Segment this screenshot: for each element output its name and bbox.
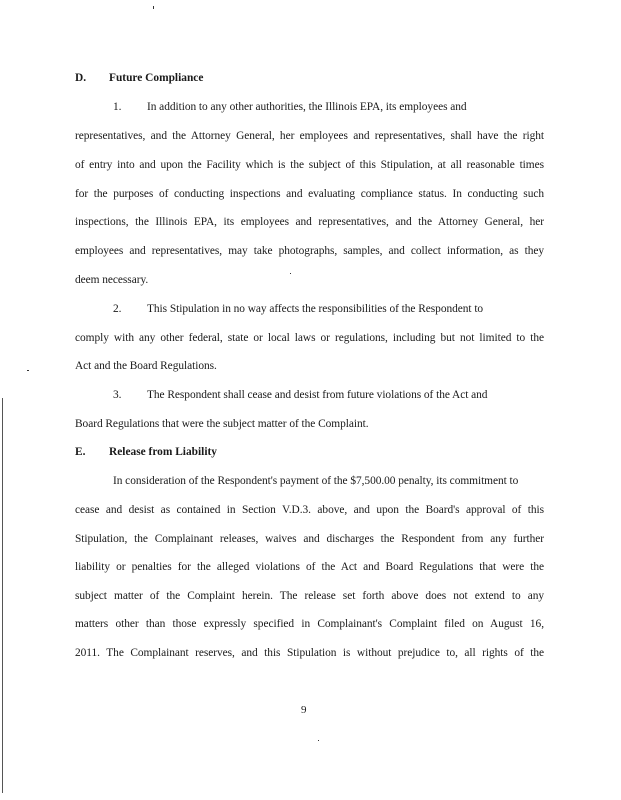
release-line: In consideration of the Respondent's payment of the $7,500.00 penalty, its commitment to [113, 475, 519, 487]
page-number: 9 [301, 704, 307, 716]
scan-edge-line [2, 398, 3, 793]
para1-line: inspections, the Illinois EPA, its employees and representatives, and the Attorney General, her [75, 216, 544, 228]
section-d-title: Future Compliance [109, 72, 204, 84]
section-e-heading [75, 446, 217, 458]
release-first-line [75, 475, 518, 487]
para1-line: representatives, and the Attorney General, her employees and representatives, shall have the right [75, 130, 544, 142]
release-line: matters other than those expressly specified in Complainant's Complaint filed on August 16, [75, 618, 544, 630]
scan-speck [27, 370, 29, 371]
section-d-heading [75, 72, 203, 84]
para2-first-line [75, 303, 483, 315]
para1-line: deem necessary. [75, 274, 149, 286]
para1-line: for the purposes of conducting inspections and evaluating compliance status. In conducting such [75, 188, 544, 200]
section-e-number: E. [75, 446, 86, 458]
para1-line: In addition to any other authorities, the Illinois EPA, its employees and [147, 101, 467, 113]
scan-speck [153, 6, 154, 9]
release-line: 2011. The Complainant reserves, and this Stipulation is without prejudice to, all rights of the [75, 647, 544, 659]
para1-number: 1. [113, 101, 122, 113]
scan-speck [318, 740, 319, 741]
release-line: liability or penalties for the alleged violations of the Act and Board Regulations that were the [75, 561, 544, 573]
para2-line: This Stipulation in no way affects the responsibilities of the Respondent to [147, 303, 484, 315]
para1-line: employees and representatives, may take photographs, samples, and collect information, as they [75, 245, 544, 257]
para3-line: Board Regulations that were the subject matter of the Complaint. [75, 418, 369, 430]
scan-speck [290, 273, 291, 274]
section-e-title: Release from Liability [109, 446, 217, 458]
para3-line: The Respondent shall cease and desist from future violations of the Act and [147, 389, 488, 401]
para2-line: comply with any other federal, state or local laws or regulations, including but not limited to the [75, 332, 544, 344]
release-line: cease and desist as contained in Section V.D.3. above, and upon the Board's approval of this [75, 504, 544, 516]
para2-line: Act and the Board Regulations. [75, 360, 217, 372]
section-d-number: D. [75, 72, 87, 84]
para3-first-line [75, 389, 487, 401]
release-line: Stipulation, the Complainant releases, waives and discharges the Respondent from any further [75, 533, 544, 545]
release-line: subject matter of the Complaint herein. The release set forth above does not extend to any [75, 590, 544, 602]
para2-number: 2. [113, 303, 122, 315]
para1-line: of entry into and upon the Facility which is the subject of this Stipulation, at all reasonable times [75, 159, 544, 171]
para3-number: 3. [113, 389, 122, 401]
para1-first-line [75, 101, 467, 113]
